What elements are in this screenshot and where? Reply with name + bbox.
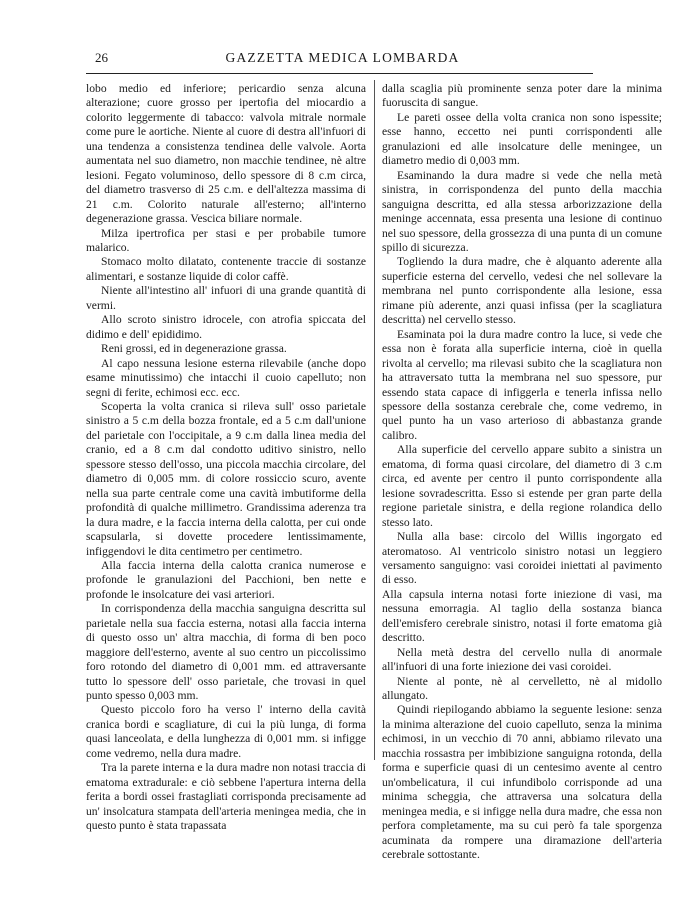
paragraph: Questo piccolo foro ha verso l' interno della cavità cranica bordi e scagliature, di cui la più lunga, di forma quasi lanceolata, e della lunghezza di 0,001 mm. si infigge come vedremo, nella dura madre. [86, 703, 366, 760]
right-column [382, 82, 662, 862]
page-header [95, 50, 590, 70]
paragraph: Nella metà destra del cervello nulla di anormale all'infuori di una forte iniezione dei vasi coroidei. [382, 645, 662, 674]
paragraph: Stomaco molto dilatato, contenente traccie di sostanze alimentari, e sostanze liquide di color caffè. [86, 255, 366, 283]
paragraph: Le pareti ossee della volta cranica non sono ispessite; esse hanno, eccetto nei punti corrispondenti alle granulazioni ed alle insolcature delle meningee, un diametro medio di 0,003 mm. [382, 110, 662, 168]
paragraph: lobo medio ed inferiore; pericardio senza alcuna alterazione; cuore grosso per ipertofia del miocardio a colorito leggermente di tabacco: valvola mitrale normale come pure le aortiche. Niente al cuore di destra all'infuori di una tendenza a consistenza tendinea delle valvole. Aorta aumentata nel suo diametro, non macchie tendinee, nè altre lesioni. Fegato voluminoso, dello spessore di 8 c.m circa, del diametro trasverso di 25 c.m. e dell'altezza massima di 21 c.m. Colorito naturale all'esterno; all'interno degenerazione grassa. Vescica biliare normale. [86, 82, 366, 226]
paragraph: Alla faccia interna della calotta cranica numerose e profonde le granulazioni del Pacchioni, ben nette e profonde le insolcature dei vasi arteriori. [86, 558, 366, 601]
paragraph: dalla scaglia più prominente senza poter dare la minima fuoruscita di sangue. [382, 82, 662, 110]
paragraph: Nulla alla base: circolo del Willis ingorgato ed ateromatoso. Al ventricolo sinistro notasi un leggiero versamento sanguigno: vasi coroidei iniettati al pavimento di esso. [382, 530, 662, 587]
paragraph: Tra la parete interna e la dura madre non notasi traccia di ematoma extradurale: e ciò sebbene l'apertura interna della ferita a bordi ossei frastagliati corrisponda precisamente ad un' insolcatura stampata dell'arteria meningea media, che in questo punto è stata trapassata [86, 761, 366, 833]
paragraph: Niente al ponte, nè al cervelletto, nè al midollo allungato. [382, 674, 662, 703]
paragraph: Reni grossi, ed in degenerazione grassa. [101, 342, 287, 356]
paragraph: Esaminata poi la dura madre contro la luce, si vede che essa non è forata alla superficie interna, cioè in quella rivolta al cervello; ma rilevasi subito che la scagliatura non ha attraversato tutta la membrana nel suo spessore, pur essendo stata capace di infiggerla e tenerla infissa nello spessore della sostanza cerebrale che, come vedremo, in quel punto ha un vaso arterioso di abbastanza grande calibro. [382, 327, 662, 442]
paragraph: Quindi riepilogando abbiamo la seguente lesione: senza la minima alterazione del cuoio capelluto, senza la minima echimosi, in un vecchio di 70 anni, abbiamo rilevato una macchia rossastra per imbibizione sanguigna rotonda, della forma e superficie quasi di un centesimo avente al centro un'ombelicatura, il cui infundibolo corrisponde ad una minima scheggia, che attraversa una solcatura della meningea media, e si infigge nella dura madre, che essa non perfora completamente, ma su cui però fa tale sporgenza acuminata da rompere una diramazione dell'arteria cerebrale sottostante. [382, 703, 662, 862]
paragraph: Scoperta la volta cranica si rileva sull' osso parietale sinistro a 5 c.m della bozza frontale, ed a 5 c.m dall'unione del parietale con l'occipitale, a 9 c.m dalla linea media del cranio, ed a 8 c.m dal condotto uditivo sinistro, nello spessore stesso dell'osso, una piccola macchia circolare, del diametro di 0,005 mm. di colore rossiccio scuro, avente nella sua parte centrale come una cavità imbutiforme della profondità di qualche millimetro. Grandissima aderenza tra la dura madre, e la faccia interna della calotta, per cui onde scapsularla, si dovette procedere lentissimamente, infiggendovi le dita centimetro per centimetro. [86, 399, 366, 558]
paragraph: Esaminando la dura madre si vede che nella metà sinistra, in corrispondenza del punto della macchia sanguigna descritta, ed alla stessa arborizzazione della meninge accennata, essa presenta una lesione di continuo nel suo spessore, della grossezza di una punta di un comune spillo di sicurezza. [382, 168, 662, 254]
paragraph: Al capo nessuna lesione esterna rilevabile (anche dopo esame minutissimo) che intacchi il cuoio capelluto; non segni di ferite, echimosi ecc. ecc. [86, 356, 366, 399]
paragraph: Allo scroto sinistro idrocele, con atrofia spiccata del didimo e dell' epididimo. [86, 313, 366, 341]
paragraph: Alla capsula interna notasi forte iniezione di vasi, ma nessuna emorragia. Al taglio della sostanza bianca dell'emisfero cerebrale sinistro, notasi il forte ematoma già descritto. [382, 587, 662, 645]
paragraph: Alla superficie del cervello appare subito a sinistra un ematoma, di forma quasi circolare, del diametro di 3 c.m circa, ed avente per centro il punto corrispondente alla lesione sovradescritta. Esso si estende per gran parte della regione parietale sinistra, e della regione rolandica dello stesso lato. [382, 443, 662, 529]
paragraph: Niente all'intestino all' infuori di una grande quantità di vermi. [86, 284, 366, 312]
paragraph: Milza ipertrofica per stasi e per probabile tumore malarico. [86, 226, 366, 254]
paragraph: In corrispondenza della macchia sanguigna descritta sul parietale nella sua faccia esterna, notasi alla faccia interna di questo osso un' altra macchia, di forma di ben poco maggiore dell'esterno, avente al suo centro un piccolissimo foro rotondo del diametro di 0,001 mm. ed attraversante tutto lo spessore dell' osso parietale, che trovasi in quel punto spesso 0,003 mm. [86, 602, 366, 703]
journal-title: GAZZETTA MEDICA LOMBARDA [225, 50, 460, 65]
header-rule [86, 73, 593, 74]
left-column [86, 82, 366, 834]
paragraph: Togliendo la dura madre, che è alquanto aderente alla superficie esterna del cervello, vedesi che nel sollevare la membrana nel punto corrispondente alla lesione, essa rimane più aderente, anzi quasi infissa (per la scagliatura descritta) nel cervello stesso. [382, 255, 662, 327]
page-number: 26 [95, 50, 108, 65]
column-divider [374, 80, 375, 760]
